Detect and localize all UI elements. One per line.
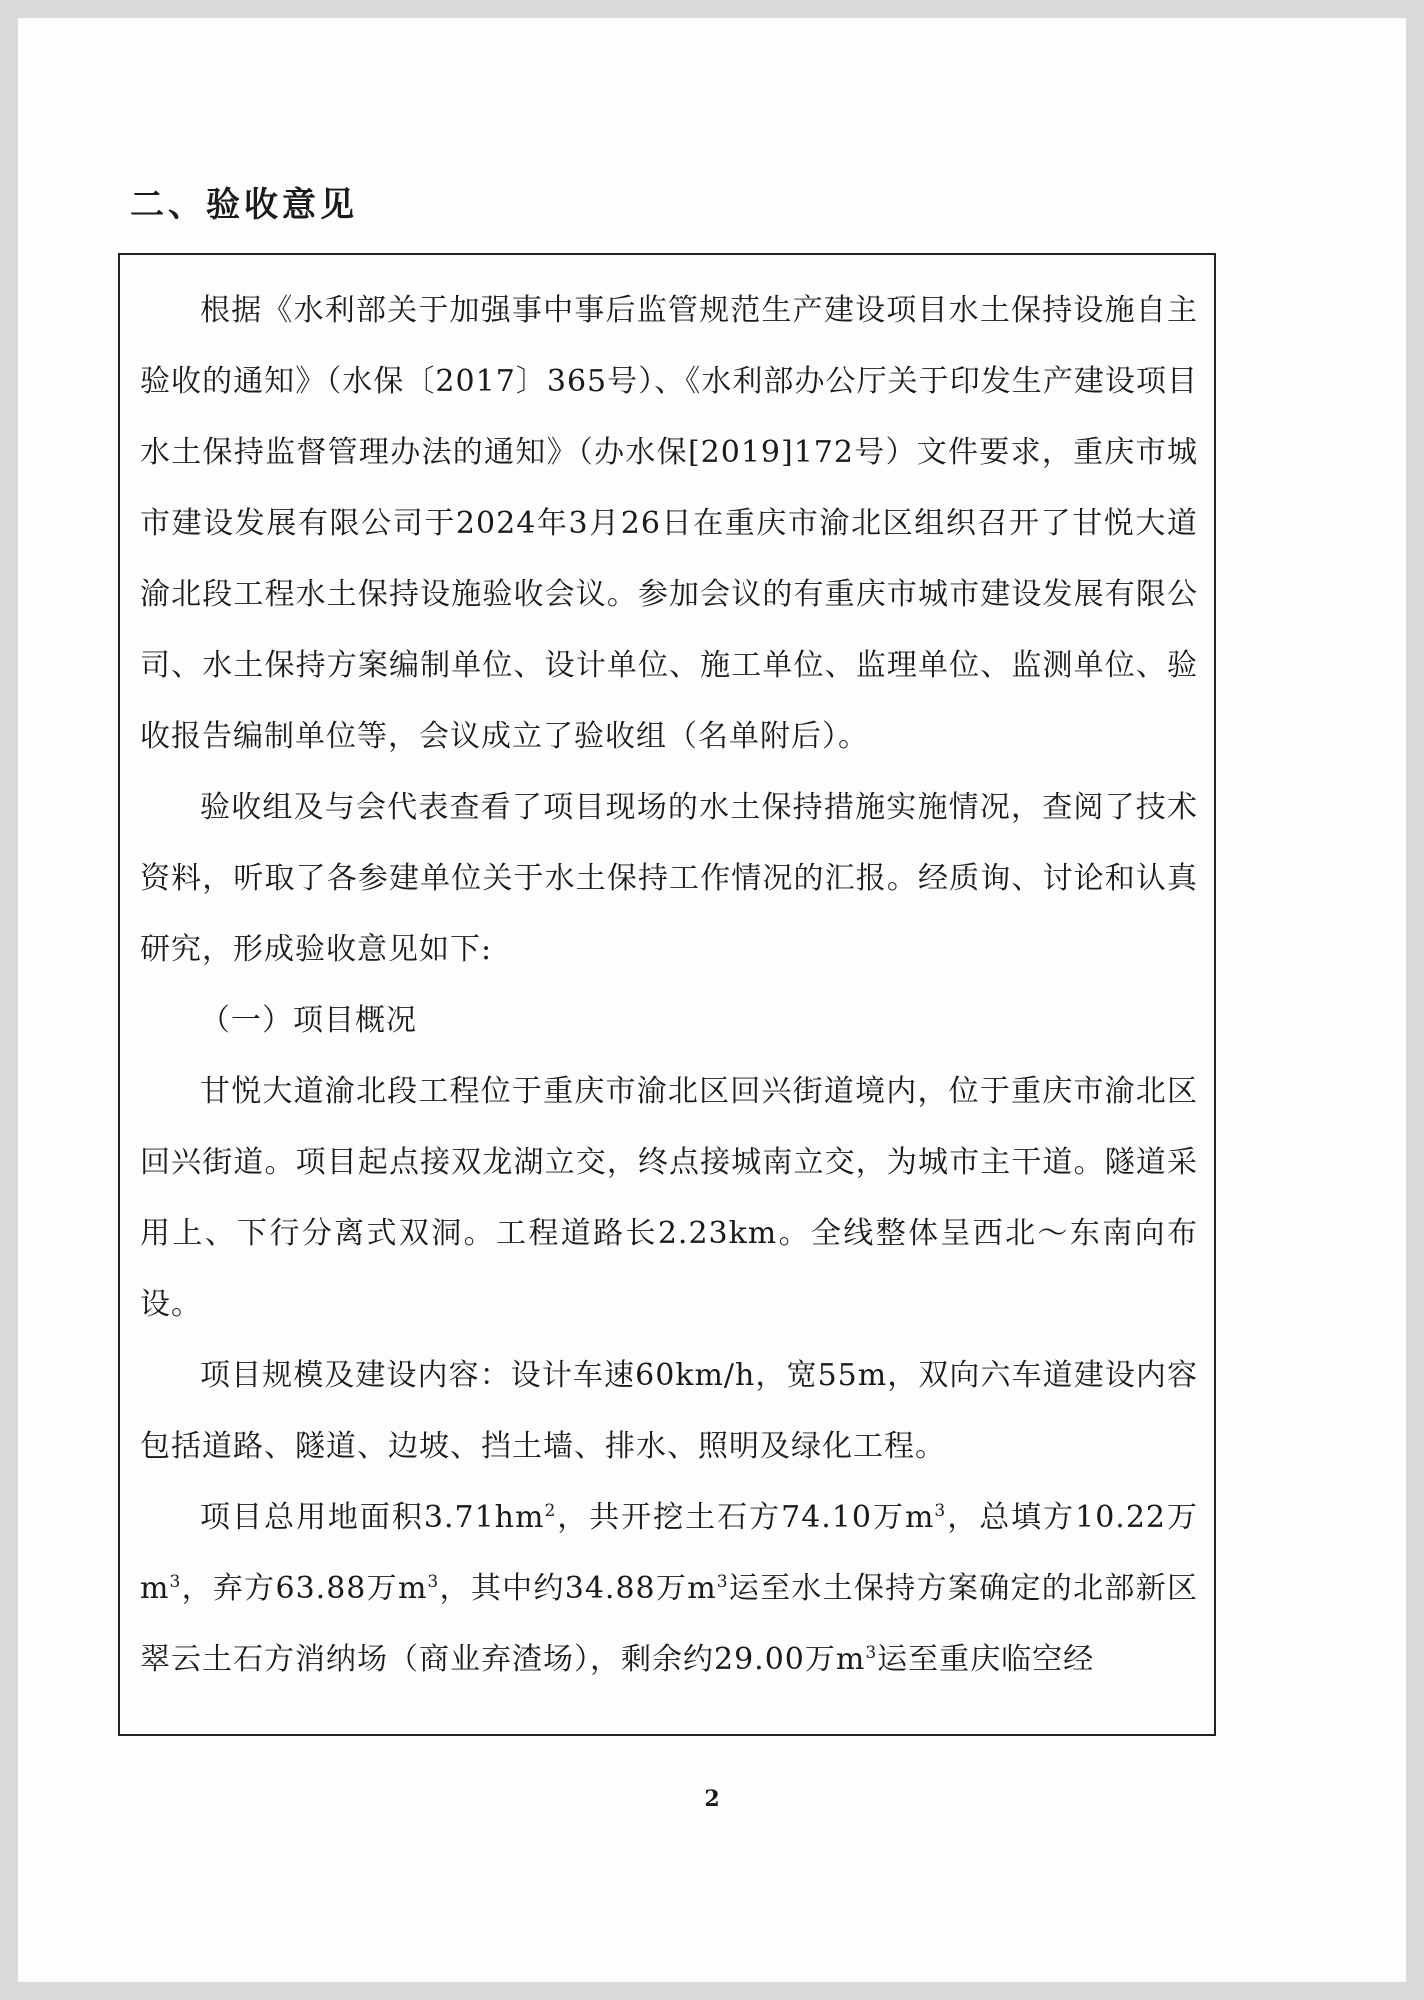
- superscript-volume-5: 3: [865, 1643, 878, 1663]
- earthwork-text-c: ，总填方10.22万m: [140, 1500, 1198, 1606]
- superscript-volume-2: 3: [169, 1572, 182, 1592]
- superscript-volume-4: 3: [716, 1572, 729, 1592]
- earthwork-text-e: ，其中约34.88万m: [439, 1571, 717, 1606]
- earthwork-text-b: ，共开挖土石方74.10万m: [556, 1500, 935, 1535]
- page-number: 2: [704, 1786, 720, 1812]
- earthwork-text-a: 项目总用地面积3.71hm: [200, 1500, 545, 1535]
- section-heading: 二、验收意见: [130, 185, 358, 225]
- box-content: [140, 275, 1198, 1695]
- paragraph-basis: 根据《水利部关于加强事中事后监管规范生产建设项目水土保持设施自主验收的通知》（水保〔2017〕365号）、《水利部办公厅关于印发生产建设项目水土保持监督管理办法的通知》（办水保[2019]172号）文件要求，重庆市城市建设发展有限公司于2024年3月26日在重庆市渝北区组织召开了甘悦大道渝北段工程水土保持设施验收会议。参加会议的有重庆市城市建设发展有限公司、水土保持方案编制单位、设计单位、施工单位、监理单位、监测单位、验收报告编制单位等，会议成立了验收组（名单附后）。: [140, 293, 1198, 754]
- paragraph-location: 甘悦大道渝北段工程位于重庆市渝北区回兴街道境内，位于重庆市渝北区回兴街道。项目起点接双龙湖立交，终点接城南立交，为城市主干道。隧道采用上、下行分离式双洞。工程道路长2.23km。全线整体呈西北～东南向布设。: [140, 1074, 1198, 1322]
- superscript-volume-3: 3: [427, 1572, 440, 1592]
- superscript-volume-1: 3: [934, 1501, 947, 1521]
- earthwork-text-d: ，弃方63.88万m: [181, 1571, 428, 1606]
- acceptance-opinion-box: [118, 253, 1216, 1736]
- earthwork-text-g: 运至重庆临空经: [877, 1642, 1095, 1677]
- subheading-project-overview: （一）项目概况: [200, 1003, 417, 1038]
- superscript-area: 2: [544, 1501, 557, 1521]
- paragraph-scale: 项目规模及建设内容：设计车速60km/h，宽55m，双向六车道建设内容包括道路、隧道、边坡、挡土墙、排水、照明及绿化工程。: [140, 1358, 1198, 1464]
- paragraph-earthwork: [140, 1482, 1198, 1695]
- earthwork-text-f: 运至水土保持方案确定的北部新区翠云土石方消纳场（商业弃渣场），剩余约29.00万m: [140, 1571, 1199, 1677]
- paragraph-review: 验收组及与会代表查看了项目现场的水土保持措施实施情况，查阅了技术资料，听取了各参建单位关于水土保持工作情况的汇报。经质询、讨论和认真研究，形成验收意见如下:: [140, 790, 1198, 967]
